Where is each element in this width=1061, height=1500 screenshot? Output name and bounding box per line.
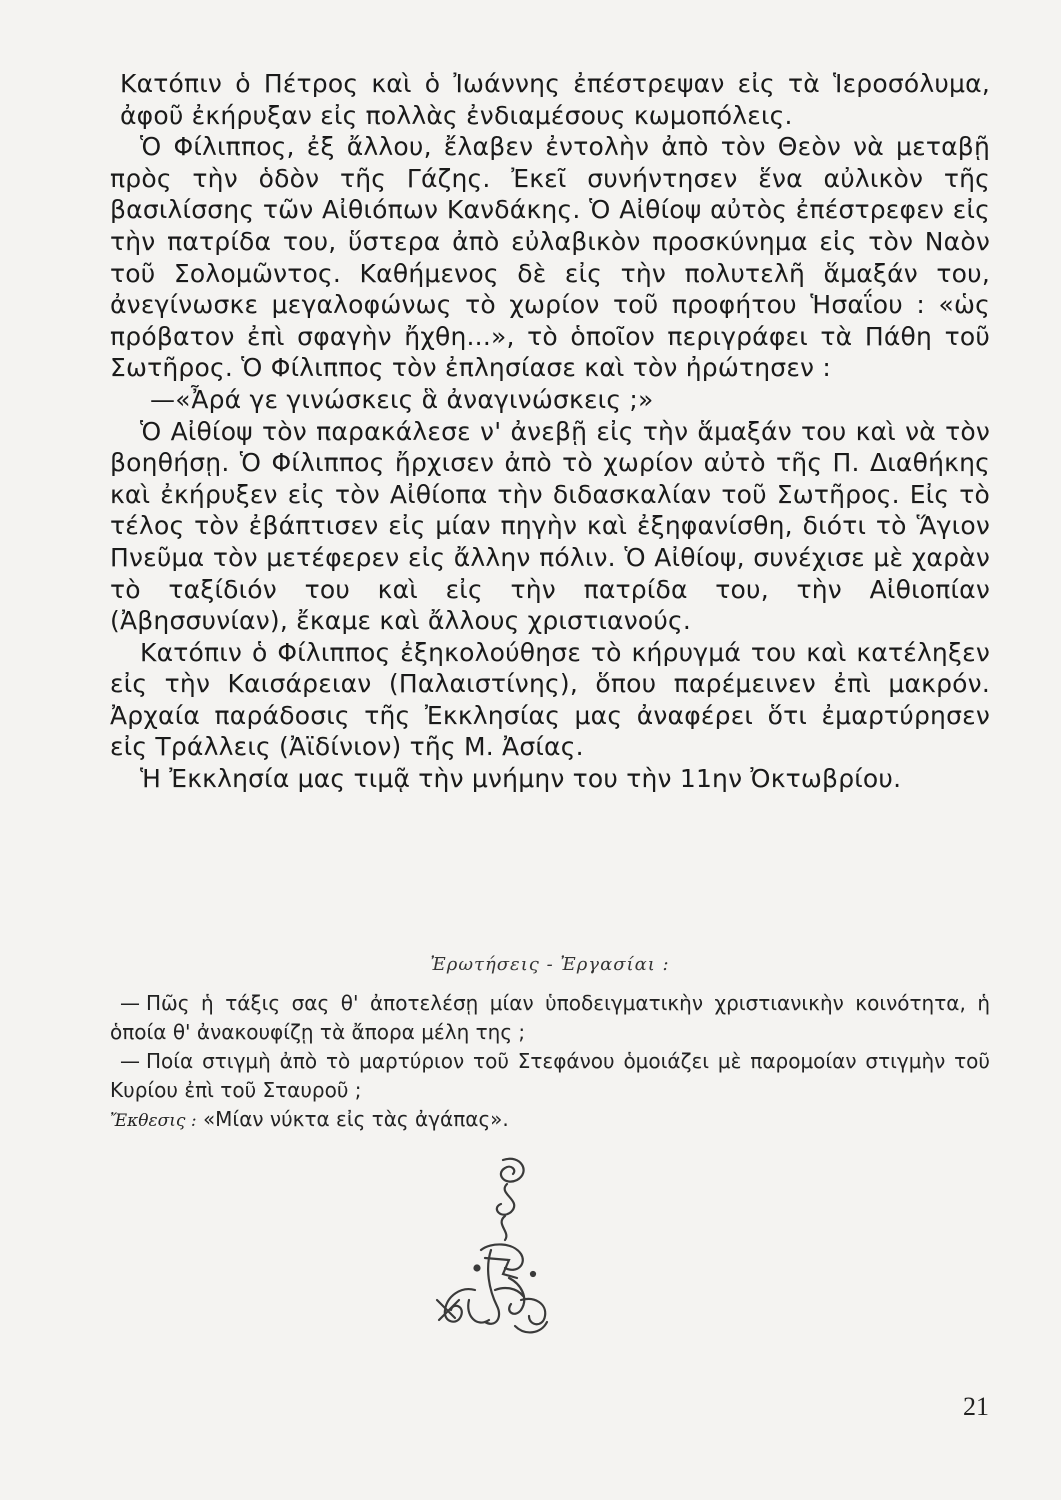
- question-text: Ποία στιγμὴ ἀπὸ τὸ μαρτύριον τοῦ Στεφάνου ὁμοιάζει μὲ παρομοίαν στιγμὴν τοῦ Κυρίου ἐπὶ τοῦ Σταυροῦ ;: [110, 1049, 990, 1102]
- questions-section: [110, 950, 990, 1136]
- exercise-text: «Μίαν νύκτα εἰς τὰς ἀγάπας».: [202, 1107, 509, 1131]
- paragraph-3: Ὁ Αἰθίοψ τὸν παρακάλεσε ν' ἀνεβῇ εἰς τὴν ἅμαξάν του καὶ νὰ τὸν βοηθήσῃ. Ὁ Φίλιππος ἤρχισεν ἀπὸ τὸ χωρίον αὐτὸ τῆς Π. Διαθήκης καὶ ἐκήρυξεν εἰς τὸν Αἰθίοπα τὴν διδασκαλίαν τοῦ Σωτῆρος. Εἰς τὸ τέλος τὸν ἐβάπτισεν εἰς μίαν πηγὴν καὶ ἐξηφανίσθη, διότι τὸ Ἅγιον Πνεῦμα τὸν μετέφερεν εἰς ἄλλην πόλιν. Ὁ Αἰθίοψ, συνέχισε μὲ χαρὰν τὸ ταξίδιόν του καὶ εἰς τὴν πατρίδα του, τὴν Αἰθιοπίαν (Ἀβησσυνίαν), ἔκαμε καὶ ἄλλους χριστιανούς.: [110, 416, 990, 636]
- paragraph-5: Ἡ Ἐκκλησία μας τιμᾷ τὴν μνήμην του τὴν 11ην Ὀκτωβρίου.: [140, 764, 902, 794]
- paragraph-2: Ὁ Φίλιππος, ἐξ ἄλλου, ἔλαβεν ἐντολὴν ἀπὸ τὸν Θεὸν νὰ μεταβῇ πρὸς τὴν ὁδὸν τῆς Γάζης. Ἐκεῖ συνήντησεν ἕνα αὐλικὸν τῆς βασιλίσσης τῶν Αἰθιόπων Κανδάκης. Ὁ Αἰθίοψ αὐτὸς ἐπέστρεφεν εἰς τὴν πατρίδα του, ὕστερα ἀπὸ εὐλαβικὸν προσκύνημα εἰς τὸν Ναὸν τοῦ Σολομῶντος. Καθήμενος δὲ εἰς τὴν πολυτελῆ ἅμαξάν του, ἀνεγίνωσκε μεγαλοφώνως τὸ χωρίον τοῦ προφήτου Ἡσαΐου : «ὡς πρόβατον ἐπὶ σφαγὴν ἤχθη...», τὸ ὁποῖον περιγράφει τὰ Πάθη τοῦ Σωτῆρος. Ὁ Φίλιππος τὸν ἐπλησίασε καὶ τὸν ἠρώτησεν :: [110, 132, 990, 383]
- question-item: [110, 989, 990, 1047]
- paragraph-dialogue: —«Ἆρά γε γινώσκεις ἃ ἀναγινώσκεις ;»: [150, 384, 654, 414]
- question-item: [110, 1047, 990, 1105]
- main-text: [110, 68, 990, 795]
- paragraph-4: Κατόπιν ὁ Φίλιππος ἐξηκολούθησε τὸ κήρυγμά του καὶ κατέληξεν εἰς τὴν Καισάρειαν (Παλαιστίνης), ὅπου παρέμεινεν ἐπὶ μακρόν. Ἀρχαία παράδοσις τῆς Ἐκκλησίας μας ἀναφέρει ὅτι ἐμαρτύρησεν εἰς Τράλλεις (Ἀϊδίνιον) τῆς Μ. Ἀσίας.: [110, 637, 990, 762]
- page-number: 21: [963, 1392, 989, 1421]
- exercise-label: Ἔκθεσις :: [110, 1111, 197, 1131]
- questions-heading: Ἐρωτήσεις - Ἐργασίαι :: [430, 954, 670, 975]
- paragraph-1: Κατόπιν ὁ Πέτρος καὶ ὁ Ἰωάννης ἐπέστρεψαν εἰς τὰ Ἱεροσόλυμα, ἀφοῦ ἐκήρυξαν εἰς πολλὰς ἐνδιαμέσους κωμοπόλεις.: [120, 69, 990, 130]
- exercise-item: [110, 1105, 990, 1136]
- question-text: Πῶς ἡ τάξις σας θ' ἀποτελέσῃ μίαν ὑποδειγματικὴν χριστιανικὴν κοινότητα, ἡ ὁποία θ' ἀνακουφίζῃ τὰ ἄπορα μέλη της ;: [110, 991, 990, 1044]
- decorative-ornament-icon: [425, 1150, 555, 1350]
- question-dash: —: [120, 1049, 140, 1073]
- question-dash: —: [120, 991, 140, 1015]
